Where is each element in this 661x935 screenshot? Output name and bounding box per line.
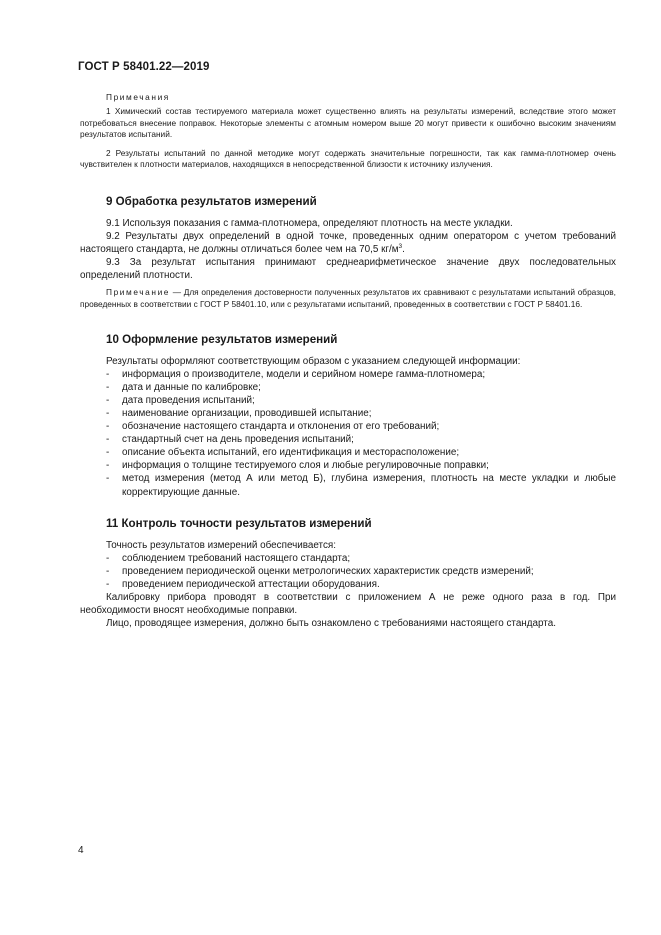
section-9-note-label: Примечание xyxy=(106,287,171,298)
list-item-text: проведением периодической аттестации оборудования. xyxy=(122,578,380,590)
list-item xyxy=(80,446,616,459)
list-item xyxy=(80,407,616,420)
list-item xyxy=(80,578,616,591)
list-item-text: проведением периодической оценки метрологических характеристик средств измерений; xyxy=(122,565,534,577)
list-item-text: стандартный счет на день проведения испытаний; xyxy=(122,434,354,446)
list-dash: - xyxy=(106,578,110,590)
list-dash: - xyxy=(106,381,110,393)
note-item-1: 1 Химический состав тестируемого материала может существенно влиять на результаты измерений, вследствие этого может потребоваться внесение поправок. Некоторые элементы с атомным номером выше 20 могут привести к ошибочно высоким значениям результатов испытаний. xyxy=(80,106,616,140)
section-11-heading: 11 Контроль точности результатов измерений xyxy=(106,516,372,530)
list-item xyxy=(80,381,616,394)
list-item-text: обозначение настоящего стандарта и отклонения от его требований; xyxy=(122,421,440,433)
section-9-3: 9.3 За результат испытания принимают среднеарифметическое значение двух последовательных определений плотности. xyxy=(80,257,616,282)
section-10-intro: Результаты оформляют соответствующим образом с указанием следующей информации: xyxy=(106,355,521,367)
section-11-list xyxy=(80,552,616,591)
list-item xyxy=(80,565,616,578)
list-dash: - xyxy=(106,460,110,472)
list-item-text: дата и данные по калибровке; xyxy=(122,381,261,393)
note-item-2: 2 Результаты испытаний по данной методике могут содержать значительные погрешности, так как гамма-плотномер очень чувствителен к плотности материалов, находящихся в непосредственной близости к источнику излучения. xyxy=(80,147,616,170)
section-10-list xyxy=(80,368,616,499)
document-code-header: ГОСТ Р 58401.22—2019 xyxy=(78,61,210,73)
list-dash: - xyxy=(106,394,110,406)
list-dash: - xyxy=(106,473,110,485)
notes-title: Примечания xyxy=(106,92,170,102)
list-item-text: информация о производителе, модели и серийном номере гамма-плотномера; xyxy=(122,368,486,380)
section-9-heading: 9 Обработка результатов измерений xyxy=(106,194,317,208)
section-9-note xyxy=(80,287,616,310)
list-item-text: описание объекта испытаний, его идентификация и месторасположение; xyxy=(122,447,460,459)
section-9-1: 9.1 Используя показания с гамма-плотномера, определяют плотность на месте укладки. xyxy=(106,217,513,229)
list-item xyxy=(80,459,616,472)
list-dash: - xyxy=(106,447,110,459)
list-item xyxy=(80,472,616,498)
section-10-heading: 10 Оформление результатов измерений xyxy=(106,332,338,346)
section-9-note-text: — Для определения достоверности полученных результатов их сравнивают с результатами испытаний образцов, проведенных в соответствии с ГОСТ Р 58401.10, или с результатами испытаний, проведенных в соответствии с ГОСТ Р 58401.16. xyxy=(80,287,616,310)
page-content xyxy=(80,92,616,630)
list-dash: - xyxy=(106,552,110,564)
list-item xyxy=(80,368,616,381)
section-9-2 xyxy=(80,230,616,256)
page-number: 4 xyxy=(78,845,84,856)
list-dash: - xyxy=(106,434,110,446)
list-item-text: метод измерения (метод А или метод Б), глубина измерения, плотность на месте укладки и любые корректирующие данные. xyxy=(122,473,616,498)
list-item xyxy=(80,420,616,433)
list-item-text: соблюдением требований настоящего стандарта; xyxy=(122,552,351,564)
section-11-intro: Точность результатов измерений обеспечивается: xyxy=(106,539,336,551)
list-item xyxy=(80,433,616,446)
list-item xyxy=(80,552,616,565)
list-dash: - xyxy=(106,408,110,419)
section-9-2-superscript: 3 xyxy=(398,243,403,251)
section-9-2-text: 9.2 Результаты двух определений в одной точке, проведенных одним оператором с учетом требований настоящего стандарта, не должны отличаться более чем на 70,5 кг/м xyxy=(80,231,616,256)
list-dash: - xyxy=(106,565,110,577)
list-dash: - xyxy=(106,368,110,380)
section-11-personnel: Лицо, проводящее измерения, должно быть ознакомлено с требованиями настоящего стандарта. xyxy=(106,618,556,630)
list-item-text: дата проведения испытаний; xyxy=(122,394,255,406)
list-item-text: наименование организации, проводившей испытание; xyxy=(122,408,372,419)
list-item xyxy=(80,394,616,407)
section-9-2-end: . xyxy=(402,244,405,256)
list-dash: - xyxy=(106,421,110,433)
list-item-text: информация о толщине тестируемого слоя и любые регулировочные поправки; xyxy=(122,460,489,472)
section-11-calibration: Калибровку прибора проводят в соответствии с приложением А не реже одного раза в год. При необходимости вносят необходимые поправки. xyxy=(80,592,616,617)
